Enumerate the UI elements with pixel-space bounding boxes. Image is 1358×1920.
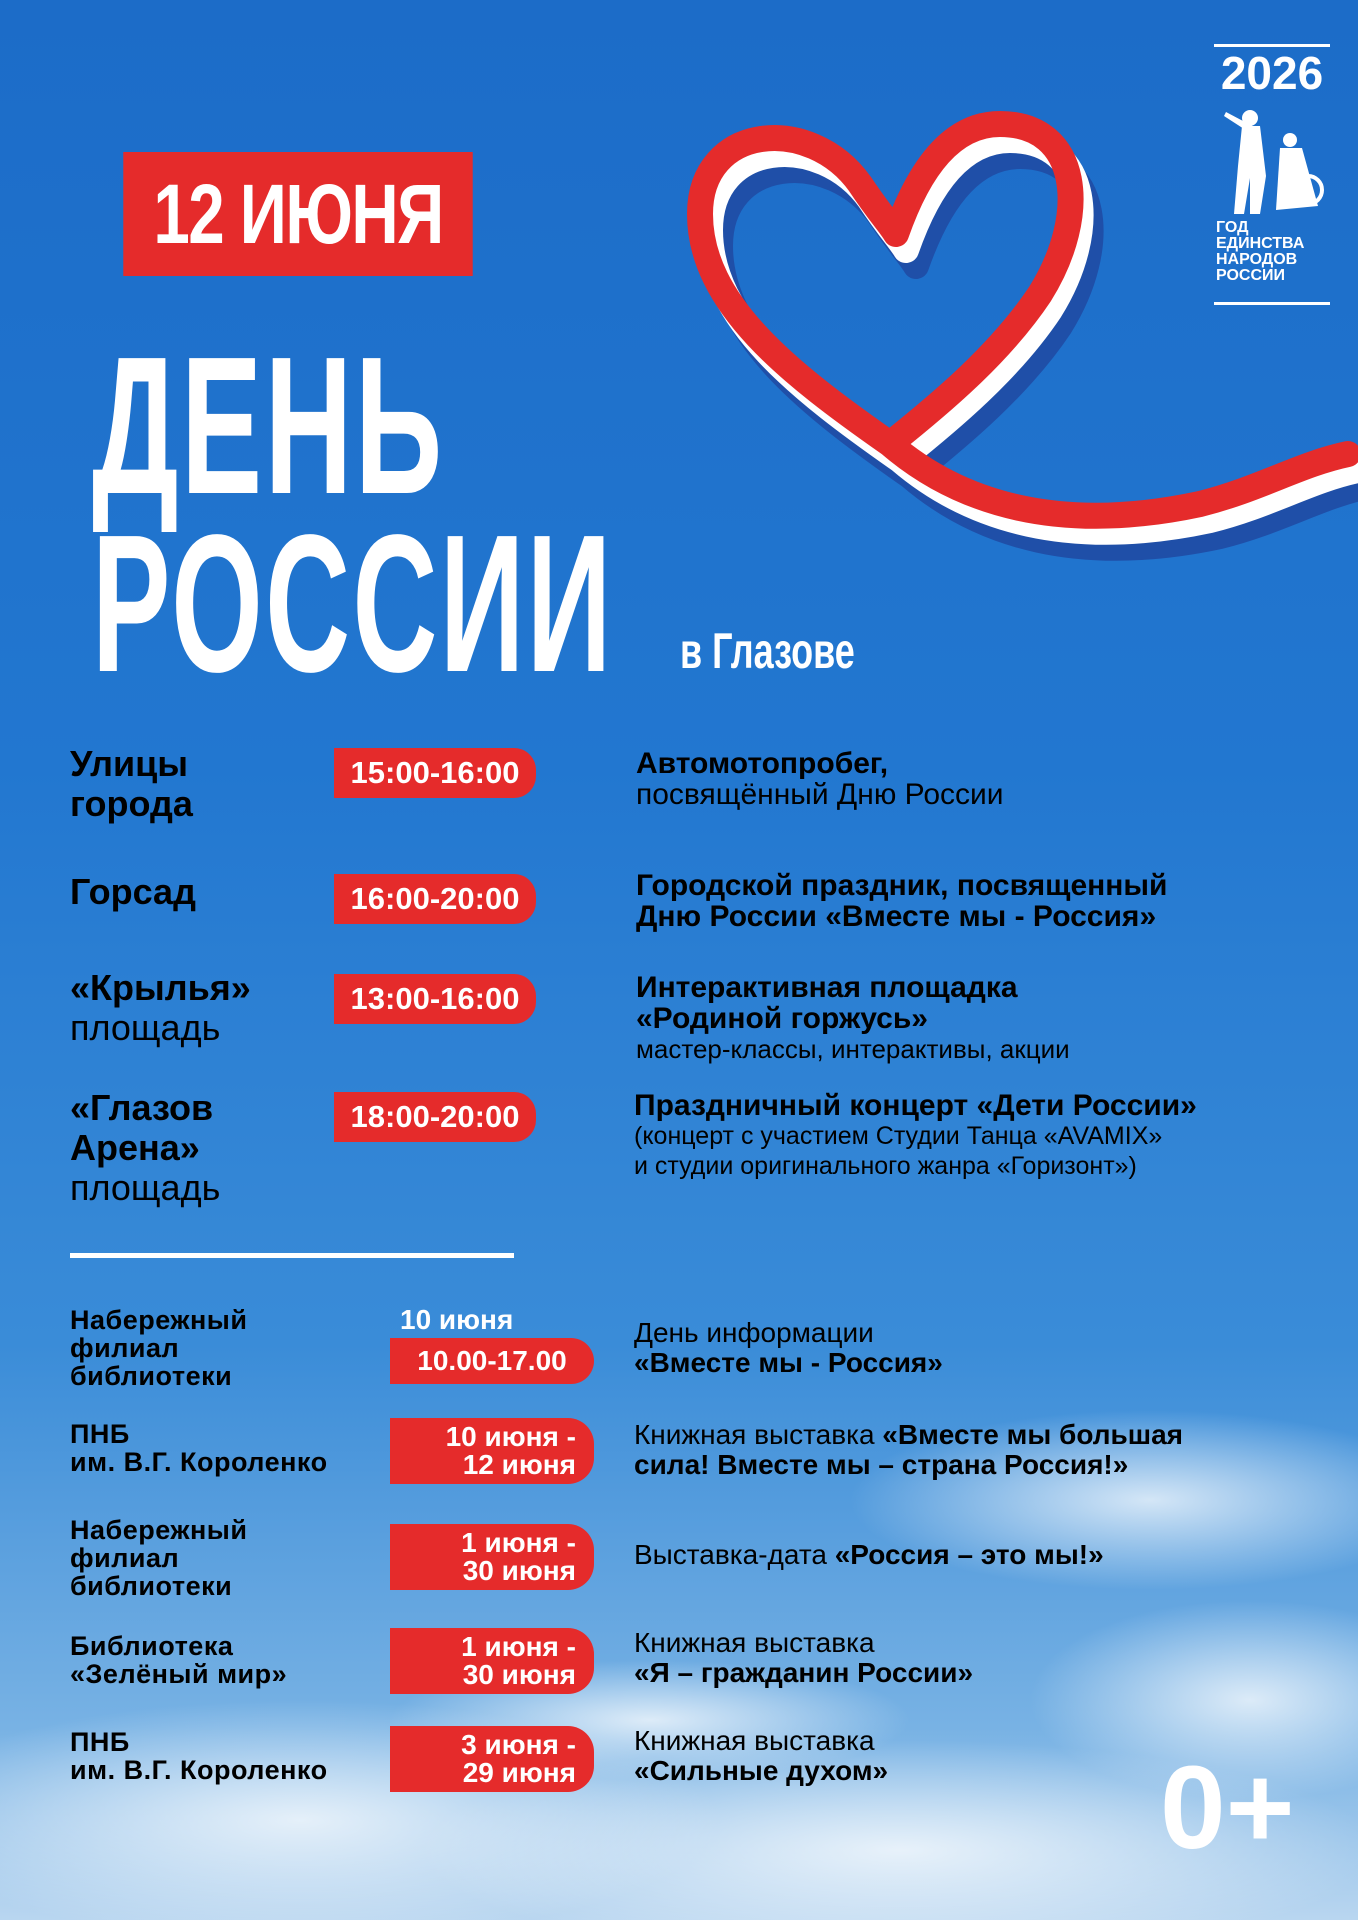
library-description: День информации «Вместе мы - Россия» <box>634 1317 943 1378</box>
library-description: Книжная выставка «Я – гражданин России» <box>634 1627 974 1688</box>
event-description: Автомотопробег, посвящённый Дню России <box>636 747 1004 811</box>
event-place: Улицы города <box>70 743 193 824</box>
event-description: Городской праздник, посвященный Дню России «Вместе мы - Россия» <box>636 869 1168 933</box>
monument-icon <box>1220 106 1324 216</box>
library-date-badge: 1 июня - 30 июня <box>390 1524 594 1590</box>
event-time-badge: 13:00-16:00 <box>334 974 536 1024</box>
event-place: «Глазов Арена» площадь <box>70 1087 221 1208</box>
date-banner: 12 ИЮНЯ <box>123 152 472 276</box>
logo-underline <box>1214 302 1330 305</box>
library-date-badge: 10.00-17.00 <box>390 1338 594 1384</box>
age-rating: 0+ <box>1160 1742 1295 1874</box>
library-description: Выставка-дата «Россия – это мы!» <box>634 1539 1104 1570</box>
library-place: Библиотека «Зелёный мир» <box>70 1631 288 1689</box>
library-date-badge: 1 июня - 30 июня <box>390 1628 594 1694</box>
title-line-1: ДЕНЬ <box>92 316 445 535</box>
year-of-unity-logo <box>1214 44 1330 306</box>
title-line-2: РОССИИ <box>92 494 614 713</box>
library-place: ПНБ им. В.Г. Короленко <box>70 1727 328 1785</box>
city-subtitle: в Глазове <box>680 623 855 679</box>
library-date-label: 10 июня <box>400 1304 514 1335</box>
library-description: Книжная выставка «Вместе мы большая сила! Вместе мы – страна Россия!» <box>634 1419 1183 1480</box>
event-place: «Крылья» площадь <box>70 967 251 1048</box>
event-description: Интерактивная площадка «Родиной горжусь» мастер-классы, интерактивы, акции <box>636 971 1070 1064</box>
event-description: Праздничный концерт «Дети России» (концерт с участием Студии Танца «AVAMIX» и студии оригинального жанра «Горизонт») <box>634 1089 1197 1180</box>
library-description: Книжная выставка «Сильные духом» <box>634 1725 889 1786</box>
library-place: Набережный филиал библиотеки <box>70 1515 248 1601</box>
event-time-badge: 15:00-16:00 <box>334 748 536 798</box>
logo-text: ГОД ЕДИНСТВА НАРОДОВ РОССИИ <box>1216 219 1305 284</box>
event-time-badge: 18:00-20:00 <box>334 1092 536 1142</box>
event-time-badge: 16:00-20:00 <box>334 874 536 924</box>
logo-year: 2026 <box>1214 44 1330 99</box>
library-date-badge: 3 июня - 29 июня <box>390 1726 594 1792</box>
section-divider <box>70 1253 514 1258</box>
event-place: Горсад <box>70 871 196 912</box>
library-place: ПНБ им. В.Г. Короленко <box>70 1419 328 1477</box>
library-place: Набережный филиал библиотеки <box>70 1305 248 1391</box>
library-date-badge: 10 июня - 12 июня <box>390 1418 594 1484</box>
